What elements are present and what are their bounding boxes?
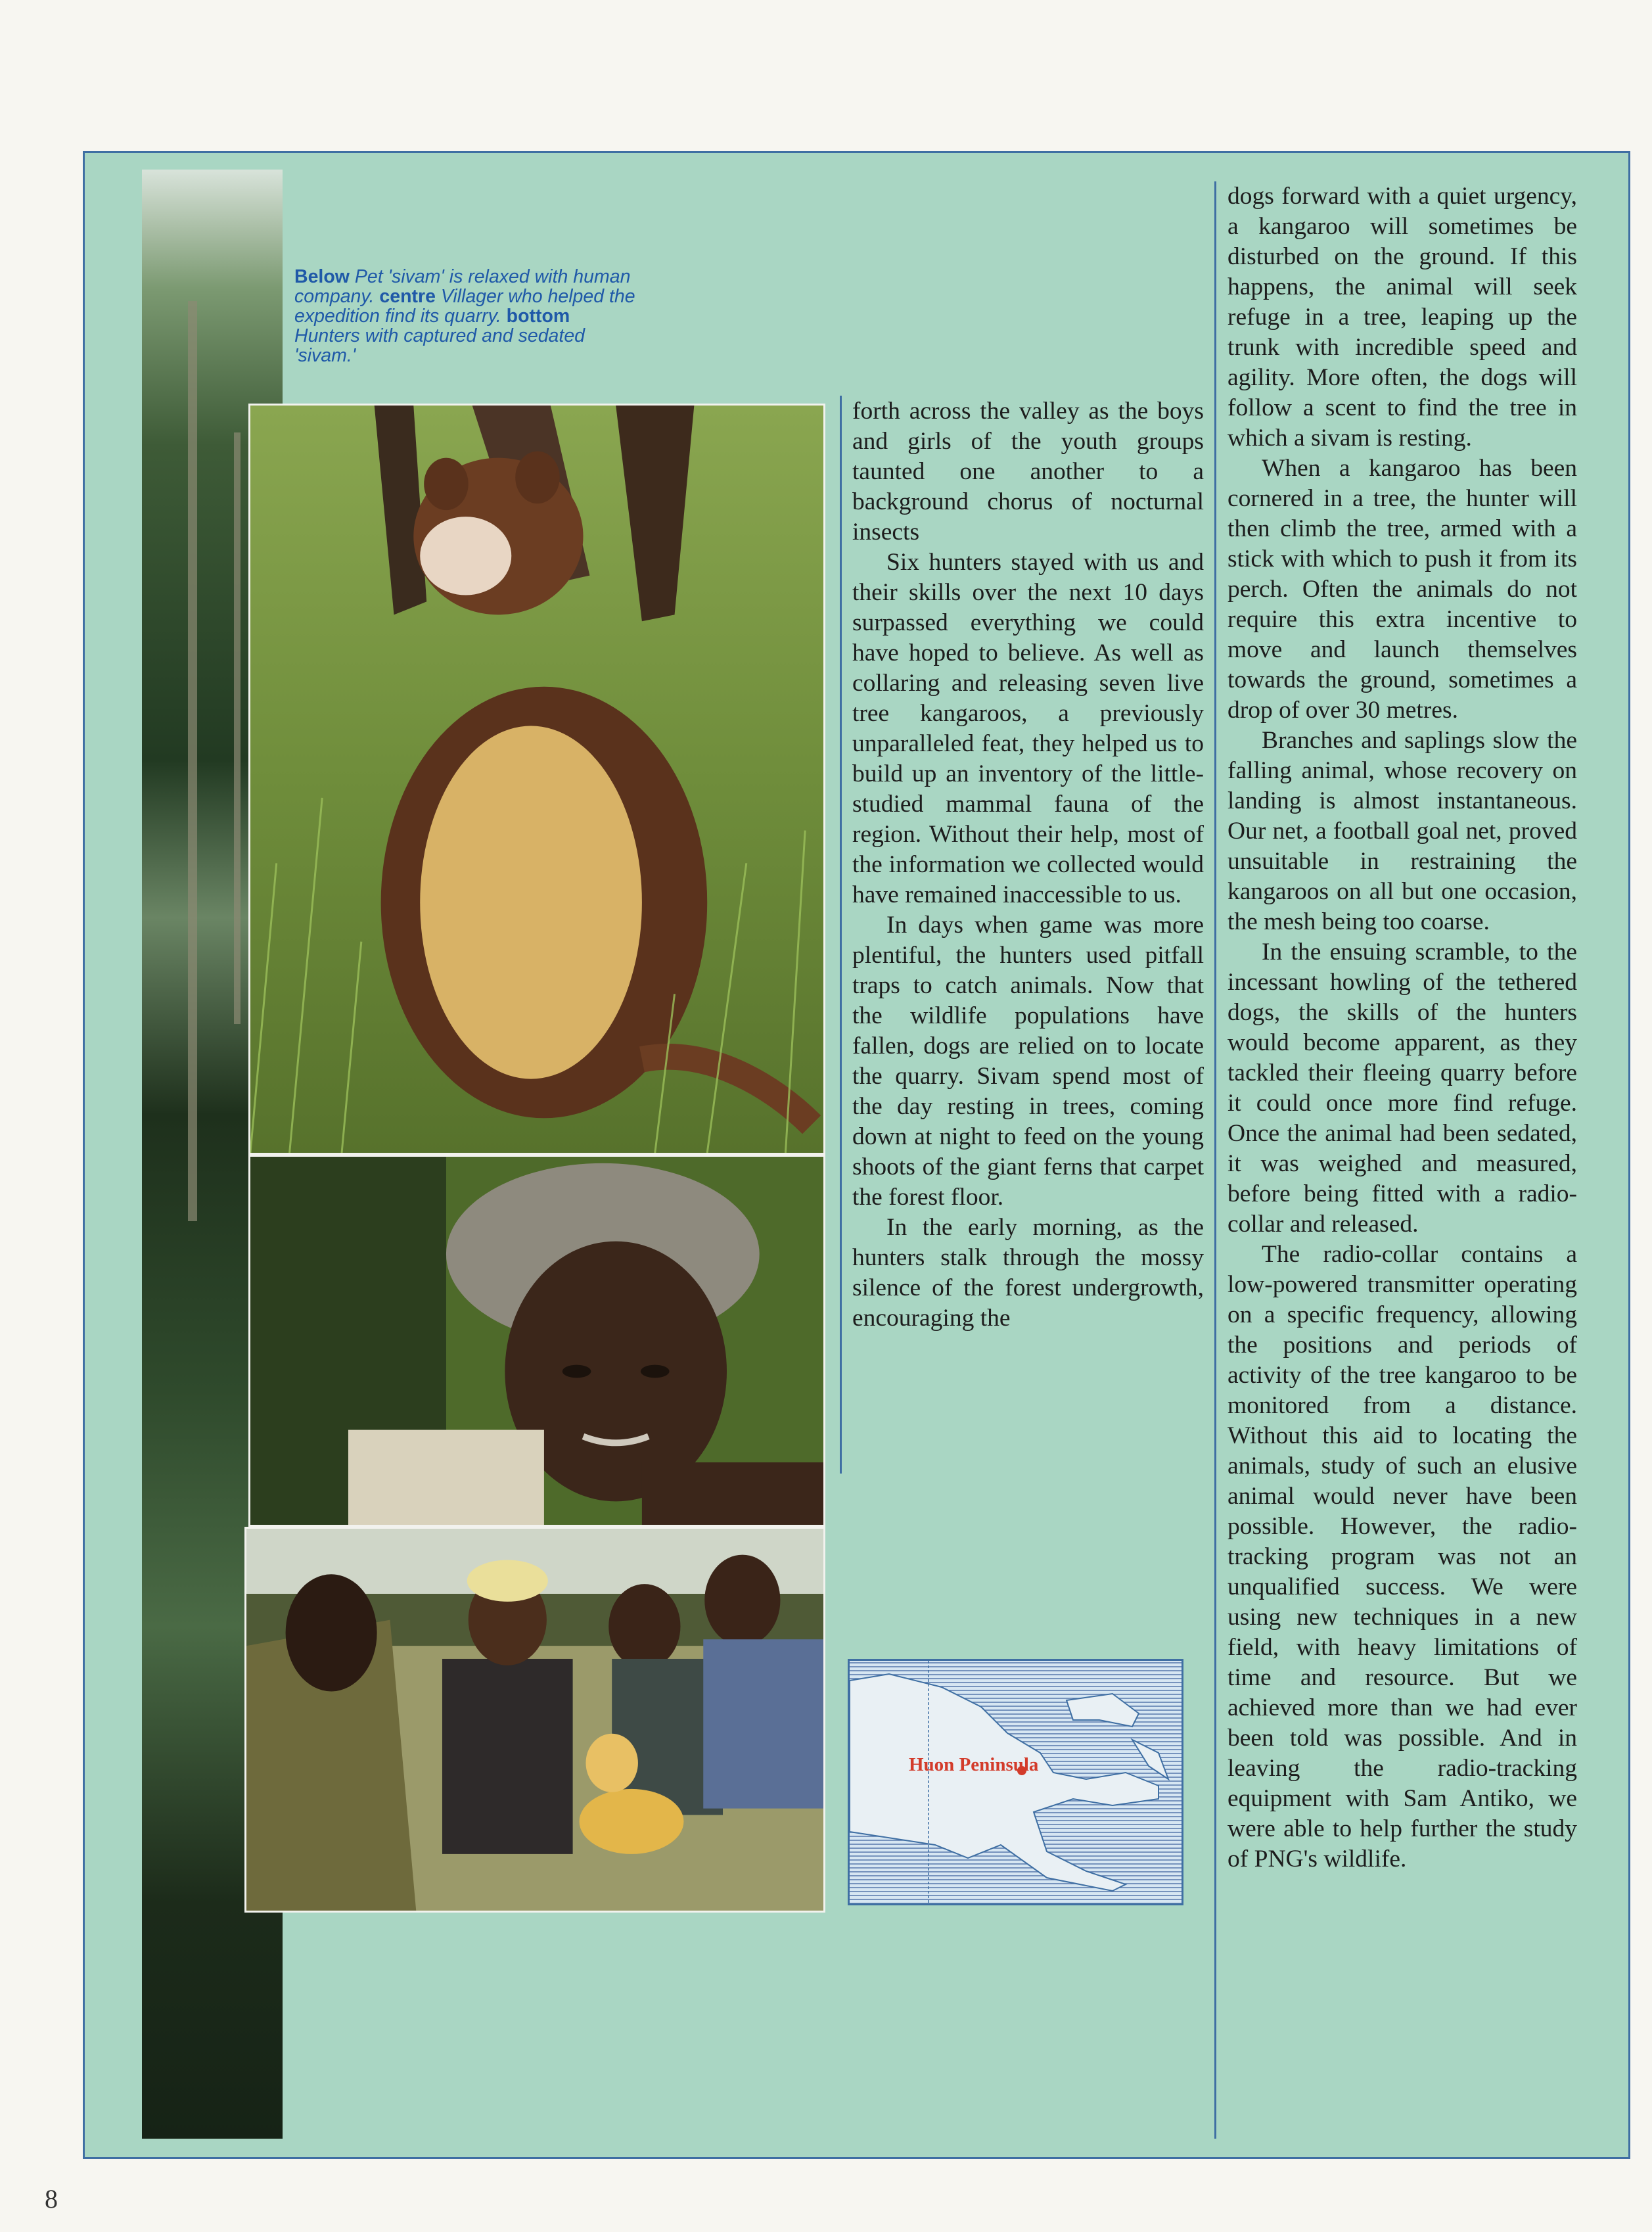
paragraph: forth across the valley as the boys and girls of the youth groups taunted one another to a background chorus of nocturnal insects [852,398,1204,546]
paragraph: In days when game was more plentiful, the hunters used pitfall traps to catch animals. Now that the wildlife populations have fallen, dogs are relied on to locate the quarry. Sivam spend most of the day resting in trees, coming down at night to feed on the young shoots of the giant ferns that carpet the forest floor. [852,912,1204,1211]
hunters-photo [244,1527,825,1913]
paragraph: Branches and saplings slow the falling animal, whose recovery on landing is almost instantaneous. Our net, a football goal net, proved unsuitable in restraining the kangaroos on all but one occasion, the mesh being too coarse. [1228,727,1577,935]
paragraph: In the early morning, as the hunters stalk through the mossy silence of the forest undergrowth, encouraging the [852,1214,1204,1332]
paragraph: The radio-collar contains a low-powered transmitter operating on a specific frequency, allowing the positions and periods of activity of the tree kangaroo to be monitored from a distance. Without this aid to locating the animals, study of such an elusive animal would never have been possible. However, the radio-tracking program was not an unqualified success. We were using new techniques in a new field, with heavy limitations of time and resource. But we achieved more than we had ever been told was possible. And in leaving the radio-tracking equipment with Sam Antiko, we were able to help further the study of PNG's wildlife. [1228,1241,1577,1872]
article-column-right [1228,181,1577,1874]
caption-text-below: Pet 'sivam' is relaxed with human company. [294,266,631,307]
paragraph: dogs forward with a quiet urgency, a kangaroo will sometimes be disturbed on the ground. If this happens, the animal will seek refuge in a tree, leaping up the trunk with incredible speed and agility. More often, the dogs will follow a scent to find the tree in which a sivam is resting. [1228,183,1577,452]
villager-portrait-photo [248,1155,825,1527]
caption-label-centre: centre [379,286,436,307]
paragraph: When a kangaroo has been cornered in a tree, the hunter will then climb the tree, armed with a stick with which to push it from its perch. Often the animals do not require this extra incentive to move and launch themselves towards the ground, sometimes a drop of over 30 metres. [1228,455,1577,724]
caption-label-below: Below [294,266,350,287]
page-number: 8 [45,2184,58,2214]
article-column-middle [852,396,1204,1334]
column-rule-right [1214,181,1216,2139]
png-location-map [848,1659,1183,1905]
photo-caption [294,267,636,365]
caption-text-centre: Villager who helped the expedition find its quarry. [294,286,635,327]
map-label: Huon Peninsula [909,1754,1039,1775]
tree-kangaroo-photo [248,404,825,1155]
caption-label-bottom: bottom [506,306,570,327]
paragraph: In the ensuing scramble, to the incessant howling of the tethered dogs, the skills of the hunters would become apparent, as they tackled their fleeing quarry before it could once more find refuge. Once the animal had been sedated, it was weighed and measured, before being fitted with a radio-collar and released. [1228,939,1577,1238]
caption-text-bottom: Hunters with captured and sedated 'sivam.' [294,325,585,366]
paragraph: Six hunters stayed with us and their skills over the next 10 days surpassed everything we could have hoped to believe. As well as collaring and releasing seven live tree kangaroos, a previously unparalleled feat, they helped us to build up an inventory of the little-studied mammal fauna of the region. Without their help, most of the information we collected would have remained inaccessible to us. [852,549,1204,908]
column-rule-middle [840,396,842,1474]
